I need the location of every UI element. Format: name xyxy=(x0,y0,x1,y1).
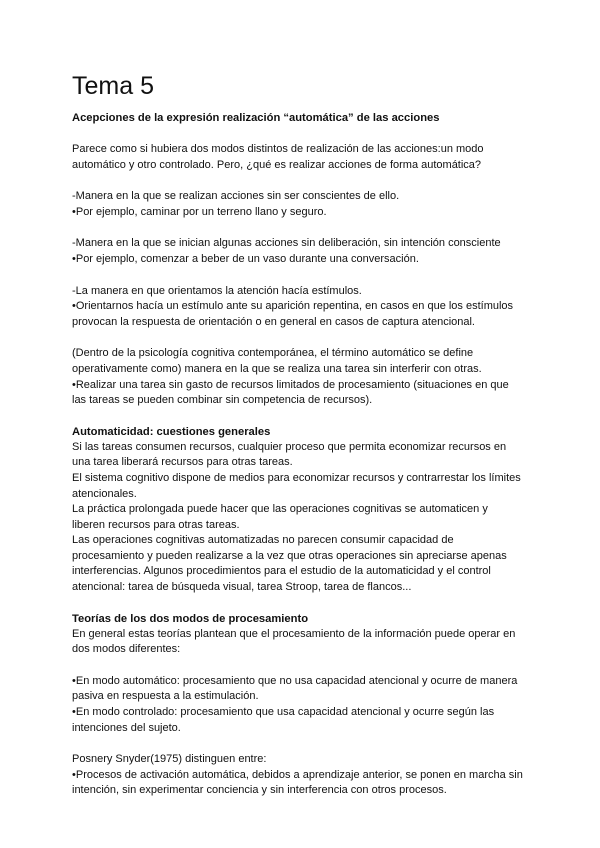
paragraph-manera-3 xyxy=(72,284,542,331)
page-title: Tema 5 xyxy=(72,72,154,100)
section-heading-acepciones: Acepciones de la expresión realización “automática” de las acciones xyxy=(72,112,440,124)
section-heading-teorias: Teorías de los dos modos de procesamiento xyxy=(72,612,309,625)
section-heading-automaticidad: Automaticidad: cuestiones generales xyxy=(72,425,271,438)
text-line: intención, sin experimentar conciencia y sin interferencia con otros procesos. xyxy=(72,784,447,797)
text-line: El sistema cognitivo dispone de medios para economizar recursos y contrarrestar los límites xyxy=(72,471,521,484)
document-page xyxy=(72,70,542,799)
paragraph-automaticidad xyxy=(72,440,542,596)
paragraph-intro xyxy=(72,142,542,173)
text-line: pasiva en respuesta a la estimulación. xyxy=(72,690,259,703)
paragraph-posner xyxy=(72,752,542,799)
text-line: (Dentro de la psicología cognitiva contemporánea, el término automático se define xyxy=(72,347,474,360)
text-line: interferencias. Algunos procedimientos para el estudio de la automaticidad y el control xyxy=(72,565,491,578)
paragraph-teorias xyxy=(72,627,542,658)
text-line: Parece como si hubiera dos modos distintos de realización de las acciones:un modo xyxy=(72,143,484,155)
text-line: atencionales. xyxy=(72,487,137,500)
paragraph-manera-2 xyxy=(72,236,542,267)
text-line: En general estas teorías plantean que el procesamiento de la información puede operar en xyxy=(72,627,516,640)
text-line: operativamente como) manera en la que se realiza una tarea sin interferir con otras. xyxy=(72,362,482,375)
text-line: atencional: tarea de búsqueda visual, tarea Stroop, tarea de flancos... xyxy=(72,581,412,594)
text-line: La práctica prolongada puede hacer que las operaciones cognitivas se automaticen y xyxy=(72,503,488,516)
text-line: -Manera en la que se realizan acciones sin ser conscientes de ello. xyxy=(72,190,400,203)
text-line: •En modo automático: procesamiento que no usa capacidad atencional y ocurre de manera xyxy=(72,674,518,687)
paragraph-manera-1 xyxy=(72,189,542,220)
text-line: Posnery Snyder(1975) distinguen entre: xyxy=(72,753,267,766)
text-line: Si las tareas consumen recursos, cualquier proceso que permita economizar recursos en xyxy=(72,440,507,453)
text-line: una tarea liberará recursos para otras tareas. xyxy=(72,456,293,469)
text-line: procesamiento y pueden realizarse a la vez que otras operaciones sin apreciarse apenas xyxy=(72,549,507,562)
text-line: •En modo controlado: procesamiento que usa capacidad atencional y ocurre según las xyxy=(72,706,495,719)
text-line: automático y otro controlado. Pero, ¿qué es realizar acciones de forma automática? xyxy=(72,158,482,171)
text-line: •Orientarnos hacía un estímulo ante su aparición repentina, en casos en que los estímulos xyxy=(72,300,514,313)
paragraph-definicion xyxy=(72,346,542,408)
text-line: -Manera en la que se inician algunas acciones sin deliberación, sin intención consciente xyxy=(72,237,501,250)
text-line: •Realizar una tarea sin gasto de recursos limitados de procesamiento (situaciones en que xyxy=(72,378,509,391)
text-line: dos modos diferentes: xyxy=(72,643,181,656)
text-line: provocan la respuesta de orientación o en general en casos de captura atencional. xyxy=(72,315,475,328)
paragraph-modos xyxy=(72,674,542,736)
text-line: •Por ejemplo, caminar por un terreno llano y seguro. xyxy=(72,205,327,218)
text-line: liberen recursos para otras tareas. xyxy=(72,518,240,531)
text-line: -La manera en que orientamos la atención hacía estímulos. xyxy=(72,284,362,297)
text-line: intenciones del sujeto. xyxy=(72,721,181,734)
text-line: •Procesos de activación automática, debidos a aprendizaje anterior, se ponen en marcha sin xyxy=(72,768,523,781)
text-line: las tareas se pueden combinar sin competencia de recursos). xyxy=(72,394,373,407)
text-line: •Por ejemplo, comenzar a beber de un vaso durante una conversación. xyxy=(72,252,419,265)
text-line: Las operaciones cognitivas automatizadas no parecen consumir capacidad de xyxy=(72,534,454,547)
